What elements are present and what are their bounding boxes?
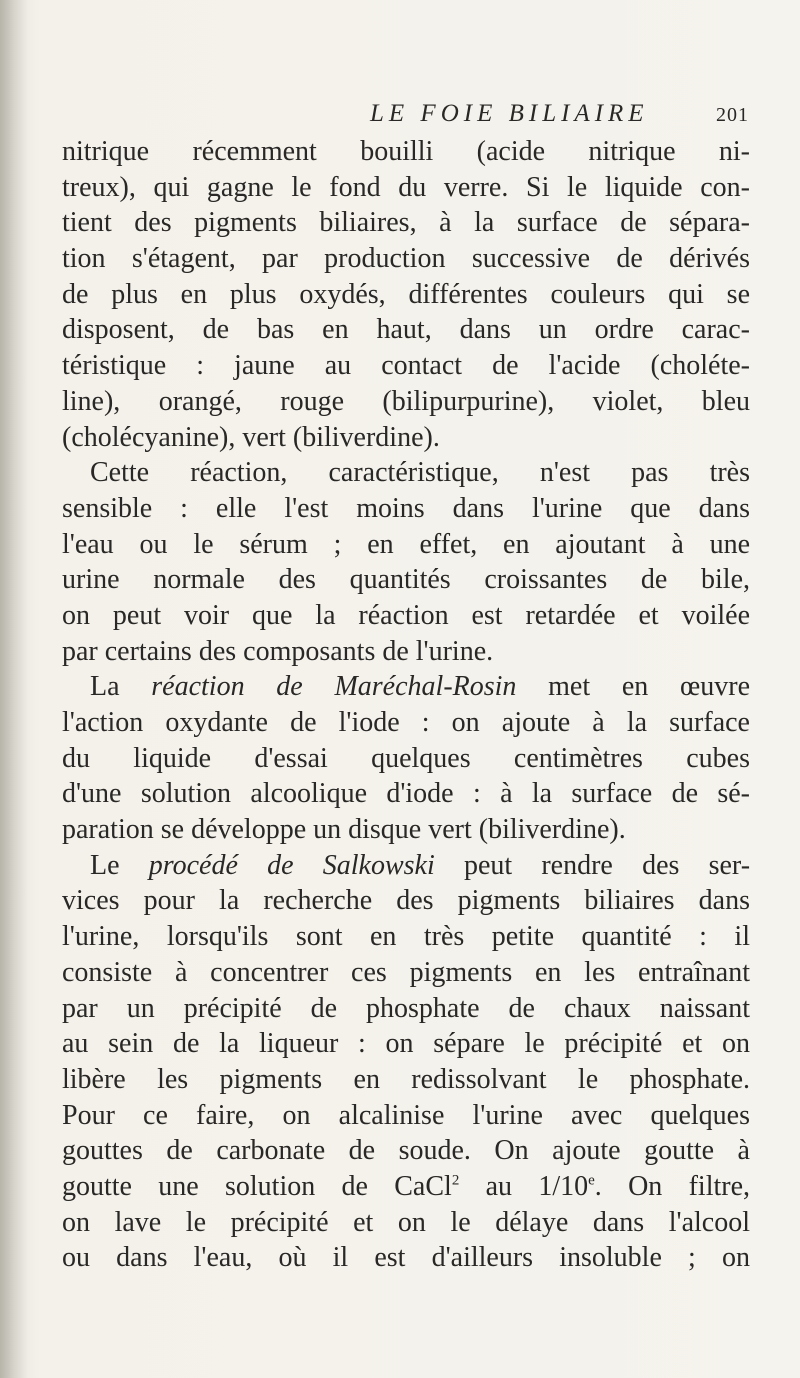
paragraph [62,848,750,1276]
text-line: par un précipité de phosphate de chaux naissant [62,992,750,1024]
text-line: Cette réaction, caractéristique, n'est pas très [90,457,750,489]
text-line: disposent, de bas en haut, dans un ordre carac- [62,314,750,346]
text-run: . On filtre, [594,1170,750,1202]
text-run: met en œuvre [516,671,750,703]
text-line: sensible : elle l'est moins dans l'urine que dans [62,492,750,524]
text-line-formula [62,1169,750,1205]
text-line: d'une solution alcoolique d'iode : à la surface de sé- [62,778,750,810]
text-line: du liquide d'essai quelques centimètres cubes [62,742,750,774]
text-line: libère les pigments en redissolvant le phosphate. [62,1063,750,1095]
text-line: par certains des composants de l'urine. [62,635,494,667]
text-line: l'eau ou le sérum ; en effet, en ajoutant à une [62,528,750,560]
text-line: on lave le précipité et on le délaye dans l'alcool [62,1206,750,1238]
text-line: nitrique récemment bouilli (acide nitrique ni- [62,136,750,167]
text-line: (cholécyanine), vert (biliverdine). [62,421,440,453]
text-line: urine normale des quantités croissantes de bile, [62,564,750,596]
text-line: au sein de la liqueur : on sépare le précipité et on [62,1028,750,1060]
superscript: e [588,1172,595,1189]
text-line: vices pour la recherche des pigments biliaires dans [62,885,750,917]
paragraph [62,134,750,455]
text-run: peut rendre des ser- [434,849,750,881]
running-title: LE FOIE BILIAIRE [370,100,649,127]
text-line: line), orangé, rouge (bilipurpurine), violet, bleu [62,385,750,417]
superscript: 2 [451,1172,460,1189]
text-line: tion s'étagent, par production successive de dérivés [62,243,750,275]
text-run: La [90,671,152,703]
text-line: l'action oxydante de l'iode : on ajoute à la surface [62,707,750,738]
text-line: téristique : jaune au contact de l'acide (choléte- [62,350,750,382]
text-line: treux), qui gagne le fond du verre. Si le liquide con- [62,171,750,203]
text-line [62,669,750,705]
method-name-italic: procédé de Salkowski [148,849,435,881]
method-name-italic: réaction de Maréchal-Rosin [151,671,517,703]
text-run: Le [90,849,149,881]
text-line: de plus en plus oxydés, différentes couleurs qui se [62,278,750,310]
text-line: on peut voir que la réaction est retardée et voilée [62,599,750,631]
text-line: l'urine, lorsqu'ils sont en très petite quantité : il [62,921,750,953]
paragraph [62,669,750,847]
text-line: ou dans l'eau, où il est d'ailleurs insoluble ; on [62,1242,750,1274]
spine-shadow [0,0,28,1378]
text-run: au 1/10 [459,1170,589,1202]
text-line: gouttes de carbonate de soude. On ajoute goutte à [62,1135,750,1167]
text-line: Pour ce faire, on alcalinise l'urine avec quelques [62,1099,750,1131]
text-line: consiste à concentrer ces pigments en les entraînant [62,956,750,988]
paragraph [62,455,750,669]
text-run: goutte une solution de CaCl [62,1170,452,1202]
text-line: tient des pigments biliaires, à la surface de sépara- [62,207,750,239]
body-text [62,134,750,1276]
text-line: paration se développe un disque vert (biliverdine). [62,814,626,846]
text-line [62,848,750,884]
page-number: 201 [716,104,749,126]
